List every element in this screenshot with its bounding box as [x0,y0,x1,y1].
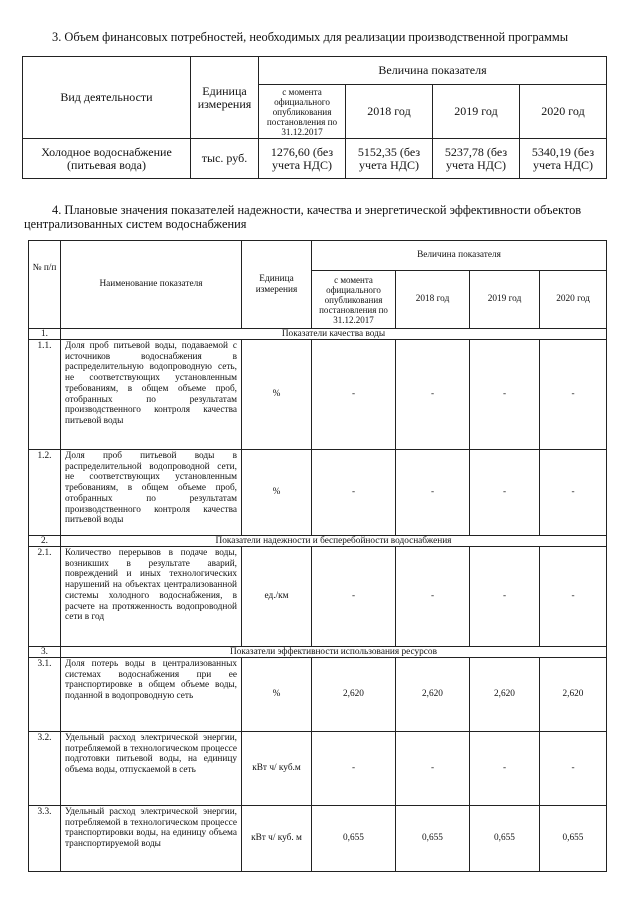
table-row [29,450,607,536]
row-value-2018: - [396,547,470,647]
row-value-2018: 2,620 [396,658,470,732]
row-value-2019: 5237,78 (без учета НДС) [433,139,520,179]
row-num: 3.1. [29,658,61,732]
header-unit: Единица измерения [191,57,259,139]
header-col-2020: 2020 год [520,85,607,139]
header-unit: Единица измерения [242,241,312,329]
row-value-2018: 5152,35 (без учета НДС) [346,139,433,179]
header-num: № п/п [29,241,61,329]
row-num: 3.2. [29,732,61,806]
row-value-2019: 2,620 [470,658,540,732]
table-row [29,340,607,450]
section-title: Показатели качества воды [61,329,607,340]
financial-needs-table [22,56,607,179]
row-unit: % [242,450,312,536]
row-value-2019: 0,655 [470,806,540,872]
header-value-group: Величина показателя [312,241,607,271]
row-name: Удельный расход электрической энергии, потребляемой в технологическом процессе подготовки питьевой воды, на единицу объема воды, отпускаемой в сеть [61,732,242,806]
indicators-table [28,240,607,872]
section-row [29,647,607,658]
row-value-2018: - [396,450,470,536]
row-num: 1.1. [29,340,61,450]
row-value-2020: 0,655 [540,806,607,872]
row-value-2020: - [540,340,607,450]
section-row [29,329,607,340]
row-value-2020: 2,620 [540,658,607,732]
section4-heading: 4. Плановые значения показателей надежности, качества и энергетической эффективности объектов централизованных систем водоснабжения [24,203,582,231]
section-row [29,536,607,547]
section-num: 2. [29,536,61,547]
row-num: 2.1. [29,547,61,647]
row-value-base: - [312,732,396,806]
header-col-2019: 2019 год [470,271,540,329]
row-unit: кВт ч/ куб.м [242,732,312,806]
row-num: 1.2. [29,450,61,536]
row-value-2019: - [470,450,540,536]
section-num: 3. [29,647,61,658]
table-row [29,732,607,806]
row-activity: Холодное водоснабжение (питьевая вода) [23,139,191,179]
header-name: Наименование показателя [61,241,242,329]
row-unit: % [242,658,312,732]
row-value-base: 0,655 [312,806,396,872]
row-unit: кВт ч/ куб. м [242,806,312,872]
table-row [29,658,607,732]
table-row [29,547,607,647]
row-value-base: - [312,450,396,536]
header-activity: Вид деятельности [23,57,191,139]
row-value-base: - [312,547,396,647]
row-value-2020: - [540,450,607,536]
header-value-group: Величина показателя [259,57,607,85]
header-col-2018: 2018 год [396,271,470,329]
section3-heading: 3. Объем финансовых потребностей, необходимых для реализации производственной программы [52,30,569,44]
row-value-base: 1276,60 (без учета НДС) [259,139,346,179]
row-value-2019: - [470,547,540,647]
row-name: Удельный расход электрической энергии, потребляемой в технологическом процессе транспортировки воды, на единицу объема транспортируемой воды [61,806,242,872]
header-col-base: с момента официального опубликования постановления по 31.12.2017 [259,85,346,139]
section-title: Показатели надежности и бесперебойности водоснабжения [61,536,607,547]
row-value-2020: - [540,732,607,806]
row-unit: % [242,340,312,450]
row-num: 3.3. [29,806,61,872]
row-name: Доля потерь воды в централизованных системах водоснабжения при ее транспортировке в общем объеме воды, поданной в водопроводную сеть [61,658,242,732]
row-value-2019: - [470,732,540,806]
row-value-base: 2,620 [312,658,396,732]
table-row [23,139,607,179]
header-col-2018: 2018 год [346,85,433,139]
row-name: Доля проб питьевой воды в распределительной водопроводной сети, не соответствующих установленным требованиям, в общем объеме проб, отобранных по результатам производственного контроля качества питьевой воды [61,450,242,536]
table-row [29,806,607,872]
row-value-2020: - [540,547,607,647]
row-value-2020: 5340,19 (без учета НДС) [520,139,607,179]
row-value-2018: 0,655 [396,806,470,872]
header-col-2020: 2020 год [540,271,607,329]
row-value-2018: - [396,732,470,806]
row-value-base: - [312,340,396,450]
row-unit: тыс. руб. [191,139,259,179]
row-unit: ед./км [242,547,312,647]
section-num: 1. [29,329,61,340]
row-value-2018: - [396,340,470,450]
row-value-2019: - [470,340,540,450]
section-title: Показатели эффективности использования ресурсов [61,647,607,658]
row-name: Доля проб питьевой воды, подаваемой с источников водоснабжения в распределительную водопроводную сеть, не соответствующих установленным требованиям, в общем объеме проб, отобранных по результатам производственного контроля качества питьевой воды [61,340,242,450]
header-col-base: с момента официального опубликования постановления по 31.12.2017 [312,271,396,329]
row-name: Количество перерывов в подаче воды, возникших в результате аварий, повреждений и иных технологических нарушений на объектах централизованной системы холодного водоснабжения, в расчете на протяженность водопроводной сети в год [61,547,242,647]
header-col-2019: 2019 год [433,85,520,139]
